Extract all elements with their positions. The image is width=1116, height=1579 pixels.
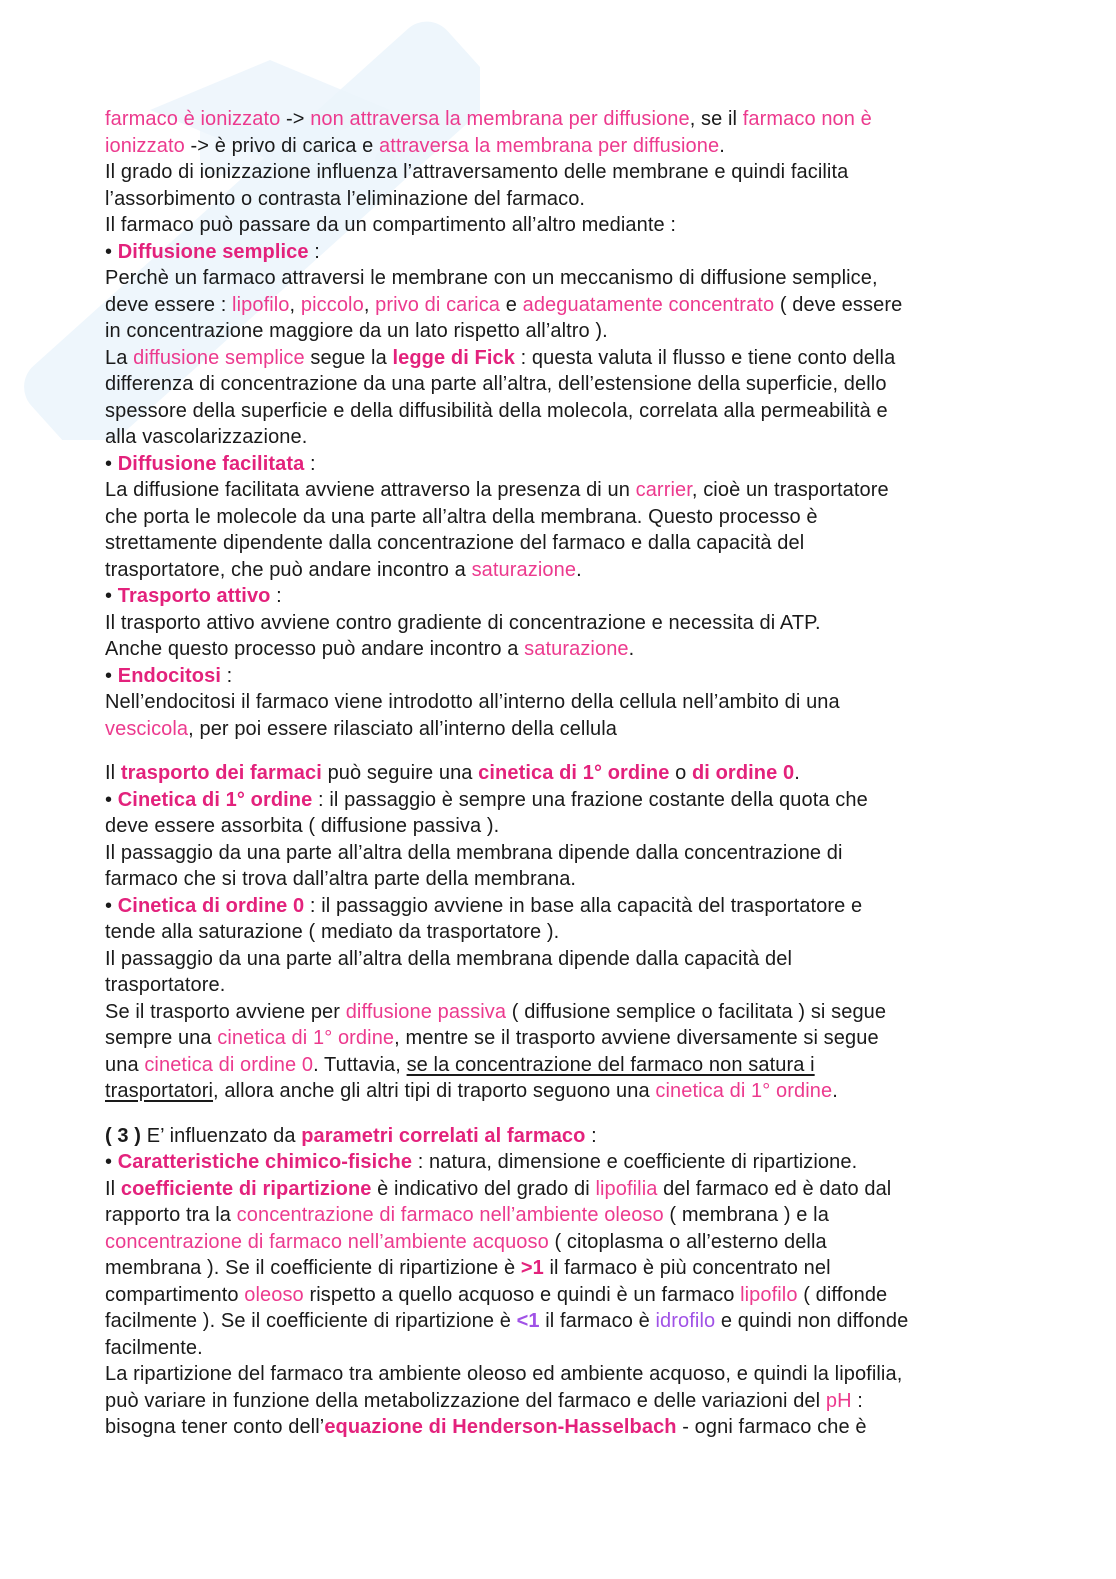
text-line xyxy=(105,583,1065,610)
text-line xyxy=(105,530,1065,557)
text-line xyxy=(105,813,1065,840)
text-segment: La diffusione facilitata avviene attraverso la presenza di un xyxy=(105,479,636,501)
text-segment: . Tuttavia, xyxy=(313,1053,407,1076)
text-segment: La ripartizione del farmaco tra ambiente oleoso ed ambiente acquoso, e quindi la lipofilia, xyxy=(105,1363,903,1385)
text-line xyxy=(105,1335,1065,1362)
underlined-text: se la concentrazione del farmaco non satura i xyxy=(406,1053,815,1076)
text-segment: , se il xyxy=(689,108,743,130)
text-segment: . xyxy=(576,558,582,581)
text-line xyxy=(105,1229,1065,1256)
text-segment: può seguire una xyxy=(321,762,479,784)
text-segment: trasportatore, che può andare incontro a xyxy=(105,558,472,581)
key-term: parametri correlati al farmaco xyxy=(301,1124,586,1147)
text-segment: Il farmaco può passare da un compartimento all’altro mediante : xyxy=(105,214,677,236)
text-line xyxy=(105,398,1065,425)
text-segment: sempre una xyxy=(105,1027,218,1049)
text-segment: : xyxy=(270,585,282,607)
text-segment: , xyxy=(289,293,301,316)
key-term: Trasporto attivo xyxy=(117,585,271,607)
text-segment: E’ influenzato da xyxy=(141,1124,302,1147)
highlighted-term: concentrazione di farmaco nell’ambiente oleoso xyxy=(236,1204,664,1226)
highlighted-term: ionizzato xyxy=(105,134,185,157)
text-segment: ( diffonde xyxy=(797,1283,888,1306)
highlighted-term: cinetica di 1° ordine xyxy=(217,1027,395,1049)
key-term: legge di Fick xyxy=(392,346,515,369)
key-term: Caratteristiche chimico-fisiche xyxy=(117,1151,413,1173)
text-segment: . xyxy=(832,1080,838,1102)
text-segment: strettamente dipendente dalla concentrazione del farmaco e dalla capacità del xyxy=(105,532,805,554)
text-line xyxy=(105,1025,1065,1052)
text-line xyxy=(105,1308,1065,1335)
text-line xyxy=(105,265,1065,292)
text-line xyxy=(105,999,1065,1026)
highlighted-term: privo di carica xyxy=(375,293,501,316)
underlined-text: trasportatori xyxy=(105,1080,214,1102)
text-line xyxy=(105,919,1065,946)
text-segment: in concentrazione maggiore da un lato rispetto all’altro ). xyxy=(105,320,608,342)
paragraph-gap xyxy=(105,1105,1065,1123)
paragraph-gap xyxy=(105,742,1065,760)
highlighted-term: lipofilo xyxy=(740,1283,798,1306)
text-segment: il farmaco è più concentrato nel xyxy=(543,1257,831,1279)
text-segment: ( deve essere xyxy=(774,293,903,316)
highlighted-term: idrofilo xyxy=(655,1310,716,1332)
text-line xyxy=(105,557,1065,584)
key-term: trasporto dei farmaci xyxy=(120,762,322,784)
highlighted-term: diffusione passiva xyxy=(345,1000,507,1023)
text-segment: - ogni farmaco che è xyxy=(676,1416,867,1438)
text-line xyxy=(105,1176,1065,1203)
text-line xyxy=(105,689,1065,716)
text-segment: del farmaco ed è dato dal xyxy=(657,1177,892,1200)
document-body xyxy=(105,106,1065,1441)
text-segment: -> è privo di carica e xyxy=(184,134,379,157)
text-segment: , per poi essere rilasciato all’interno della cellula xyxy=(188,717,618,740)
text-segment: • xyxy=(105,452,118,475)
text-segment: Il grado di ionizzazione influenza l’attraversamento delle membrane e quindi facilita xyxy=(105,161,849,183)
text-line xyxy=(105,893,1065,920)
text-line xyxy=(105,840,1065,867)
text-segment: , xyxy=(363,293,376,316)
text-line xyxy=(105,292,1065,319)
text-segment: Se il trasporto avviene per xyxy=(105,1000,346,1023)
text-segment: . xyxy=(628,638,635,660)
highlighted-term: attraversa la membrana per diffusione xyxy=(379,134,720,157)
highlighted-term: lipofilo xyxy=(232,293,290,316)
text-segment: membrana ). Se il coefficiente di ripartizione è xyxy=(105,1257,521,1279)
text-segment: e xyxy=(500,293,523,316)
key-term: >1 xyxy=(520,1257,544,1279)
highlighted-term: farmaco non è xyxy=(742,108,872,130)
key-term: Endocitosi xyxy=(117,664,221,687)
text-line xyxy=(105,866,1065,893)
text-segment: facilmente. xyxy=(105,1336,203,1359)
text-line xyxy=(105,239,1065,266)
text-line xyxy=(105,1388,1065,1415)
text-segment: rapporto tra la xyxy=(105,1204,237,1226)
highlighted-term: pH xyxy=(825,1389,852,1412)
key-term: equazione di Henderson-Hasselbach xyxy=(324,1416,677,1438)
highlighted-term: vescicola xyxy=(105,717,189,740)
key-term: coefficiente di ripartizione xyxy=(120,1177,372,1200)
text-line xyxy=(105,106,1065,133)
text-segment: l’assorbimento o contrasta l’eliminazione del farmaco. xyxy=(105,187,586,210)
highlighted-term: cinetica di ordine 0 xyxy=(144,1053,314,1076)
highlighted-term: non attraversa la membrana per diffusione xyxy=(310,108,690,130)
text-segment: compartimento xyxy=(105,1283,245,1306)
text-line xyxy=(105,186,1065,213)
text-line xyxy=(105,946,1065,973)
text-segment: , cioè un trasportatore xyxy=(691,479,889,501)
text-line xyxy=(105,1361,1065,1388)
text-segment: rispetto a quello acquoso e quindi è un farmaco xyxy=(303,1283,741,1306)
highlighted-term: oleoso xyxy=(244,1283,304,1306)
highlighted-term: concentrazione di farmaco nell’ambiente acquoso xyxy=(105,1230,549,1253)
text-segment: : xyxy=(221,664,233,687)
highlighted-term: diffusione semplice xyxy=(133,346,305,369)
text-segment: , allora anche gli altri tipi di traporto seguono una xyxy=(213,1080,656,1102)
text-segment: spessore della superficie e della diffusibilità della molecola, correlata alla permeabilità e xyxy=(105,399,888,422)
key-term: <1 xyxy=(516,1310,540,1332)
text-segment: : questa valuta il flusso e tiene conto della xyxy=(514,346,896,369)
text-line xyxy=(105,1202,1065,1229)
text-line xyxy=(105,133,1065,160)
text-segment: Anche questo processo può andare incontro a xyxy=(105,638,525,660)
bold-text: ( 3 ) xyxy=(105,1124,142,1147)
text-segment: • xyxy=(105,894,118,917)
text-segment: La xyxy=(105,346,134,369)
text-segment: Il trasporto attivo avviene contro gradiente di concentrazione e necessita di ATP. xyxy=(105,611,821,634)
highlighted-term: saturazione xyxy=(524,638,629,660)
text-segment: differenza di concentrazione da una parte all’altra, dell’estensione della superficie, dello xyxy=(105,373,887,395)
text-segment: Il passaggio da una parte all’altra della membrana dipende dalla capacità del xyxy=(105,947,793,970)
text-segment: tende alla saturazione ( mediato da trasportatore ). xyxy=(105,921,560,943)
text-segment: può variare in funzione della metabolizzazione del farmaco e delle variazioni del xyxy=(105,1389,826,1412)
text-line xyxy=(105,1123,1065,1150)
text-segment: Il xyxy=(105,1177,121,1200)
text-segment: : natura, dimensione e coefficiente di ripartizione. xyxy=(412,1151,858,1173)
text-line xyxy=(105,636,1065,663)
key-term: di ordine 0 xyxy=(691,762,795,784)
text-segment: segue la xyxy=(304,346,393,369)
text-segment: • xyxy=(105,240,118,263)
text-line xyxy=(105,159,1065,186)
text-segment: • xyxy=(105,788,118,811)
text-line xyxy=(105,663,1065,690)
text-segment: è indicativo del grado di xyxy=(371,1177,596,1200)
highlighted-term: cinetica di 1° ordine xyxy=(655,1080,833,1102)
text-segment: : xyxy=(304,452,316,475)
key-term: Diffusione semplice xyxy=(117,240,309,263)
text-segment: : xyxy=(851,1389,863,1412)
key-term: cinetica di 1° ordine xyxy=(478,762,670,784)
text-line xyxy=(105,1255,1065,1282)
text-segment: ( diffusione semplice o facilitata ) si segue xyxy=(506,1000,887,1023)
text-segment: bisogna tener conto dell’ xyxy=(105,1416,325,1438)
text-line xyxy=(105,345,1065,372)
highlighted-term: adeguatamente concentrato xyxy=(522,293,775,316)
text-line xyxy=(105,1149,1065,1176)
text-segment: . xyxy=(719,134,725,157)
text-segment: : xyxy=(308,240,320,263)
text-segment: : il passaggio avviene in base alla capacità del trasportatore e xyxy=(304,894,863,917)
text-segment: -> xyxy=(280,108,311,130)
text-line xyxy=(105,451,1065,478)
text-segment: : il passaggio è sempre una frazione costante della quota che xyxy=(312,788,868,811)
text-segment: Il xyxy=(105,762,121,784)
text-line xyxy=(105,477,1065,504)
text-line xyxy=(105,610,1065,637)
text-segment: una xyxy=(105,1053,145,1076)
text-line xyxy=(105,760,1065,787)
highlighted-term: lipofilia xyxy=(595,1177,658,1200)
key-term: Cinetica di ordine 0 xyxy=(117,894,305,917)
text-line xyxy=(105,1414,1065,1441)
text-line xyxy=(105,212,1065,239)
text-line xyxy=(105,972,1065,999)
text-segment: farmaco che si trova dall’altra parte della membrana. xyxy=(105,868,577,890)
text-line xyxy=(105,1282,1065,1309)
text-segment: o xyxy=(669,762,692,784)
text-segment: • xyxy=(105,664,118,687)
text-segment: Perchè un farmaco attraversi le membrane con un meccanismo di diffusione semplice, xyxy=(105,267,878,289)
text-segment: il farmaco è xyxy=(539,1310,656,1332)
text-line xyxy=(105,318,1065,345)
highlighted-term: piccolo xyxy=(300,293,364,316)
text-segment: , mentre se il trasporto avviene diversamente si segue xyxy=(394,1027,879,1049)
highlighted-term: saturazione xyxy=(471,558,577,581)
text-segment: deve essere : xyxy=(105,293,233,316)
text-segment: : xyxy=(585,1124,597,1147)
text-segment: trasportatore. xyxy=(105,974,226,996)
text-segment: deve essere assorbita ( diffusione passiva ). xyxy=(105,815,500,837)
text-line xyxy=(105,716,1065,743)
text-segment: ( membrana ) e la xyxy=(663,1204,829,1226)
text-line xyxy=(105,787,1065,814)
highlighted-term: farmaco è ionizzato xyxy=(105,108,281,130)
text-segment: • xyxy=(105,1151,118,1173)
text-line xyxy=(105,424,1065,451)
text-line xyxy=(105,1052,1065,1079)
key-term: Cinetica di 1° ordine xyxy=(117,788,313,811)
text-line xyxy=(105,371,1065,398)
text-segment: facilmente ). Se il coefficiente di ripartizione è xyxy=(105,1310,517,1332)
text-segment: • xyxy=(105,585,118,607)
text-segment: Nell’endocitosi il farmaco viene introdotto all’interno della cellula nell’ambito di una xyxy=(105,691,840,713)
text-segment: che porta le molecole da una parte all’altra della membrana. Questo processo è xyxy=(105,505,818,528)
text-line xyxy=(105,504,1065,531)
text-line xyxy=(105,1078,1065,1105)
text-segment: . xyxy=(794,762,800,784)
text-segment: alla vascolarizzazione. xyxy=(105,426,308,448)
highlighted-term: carrier xyxy=(635,479,692,501)
key-term: Diffusione facilitata xyxy=(117,452,305,475)
text-segment: Il passaggio da una parte all’altra della membrana dipende dalla concentrazione di xyxy=(105,841,843,864)
text-segment: ( citoplasma o all’esterno della xyxy=(548,1230,827,1253)
text-segment: e quindi non diffonde xyxy=(715,1310,909,1332)
